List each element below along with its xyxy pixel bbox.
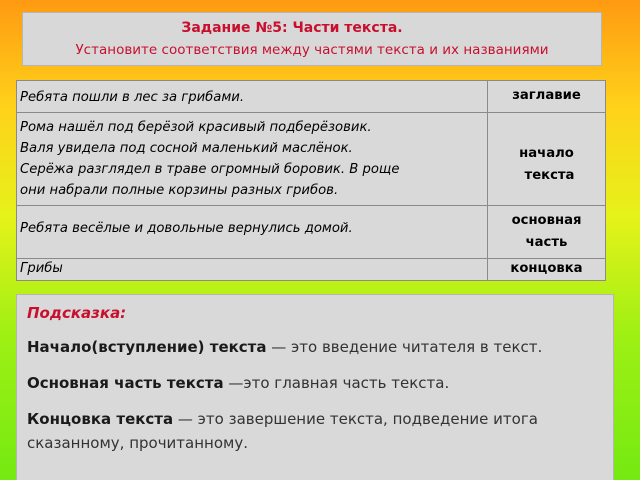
part-name: часть: [525, 235, 568, 250]
text-line: Рома нашёл под берёзой красивый подберёзовик.: [20, 120, 372, 135]
part-name-cell: [488, 259, 606, 281]
part-name-cell: [488, 206, 606, 259]
table-row: [17, 259, 606, 281]
text-part-cell: [17, 81, 488, 113]
task-title: Задание №5: Части текста.: [181, 20, 403, 36]
text-part-cell: [17, 113, 488, 206]
hint-title: Подсказка:: [27, 304, 127, 322]
task-title-panel: [22, 12, 602, 66]
matching-table: [16, 80, 606, 281]
text-line: Серёжа разглядел в траве огромный боровик. В роще: [20, 162, 400, 177]
part-name: начало: [519, 146, 574, 161]
hint-panel: [16, 294, 614, 480]
hint-item: [27, 371, 603, 395]
task-instruction: Установите соответствия между частями текста и их названиями: [75, 42, 549, 58]
hint-item: [27, 407, 603, 455]
table-row: [17, 113, 606, 206]
text-line: Грибы: [20, 261, 63, 276]
text-part-cell: [17, 206, 488, 259]
table-row: [17, 206, 606, 259]
hint-definition: — это введение читателя в текст.: [266, 338, 543, 356]
text-line: Ребята весёлые и довольные вернулись домой.: [20, 221, 353, 236]
text-line: Валя увидела под сосной маленький маслёнок.: [20, 141, 353, 156]
part-name: основная: [511, 213, 582, 228]
text-line: Ребята пошли в лес за грибами.: [20, 90, 245, 105]
hint-term: Концовка текста: [27, 410, 174, 428]
hint-item: [27, 335, 603, 359]
part-name: заглавие: [512, 88, 581, 103]
hint-term: Основная часть текста: [27, 374, 224, 392]
part-name-cell: [488, 81, 606, 113]
part-name-cell: [488, 113, 606, 206]
text-part-cell: [17, 259, 488, 281]
text-line: они набрали полные корзины разных грибов.: [20, 183, 339, 198]
part-name: текста: [524, 168, 575, 183]
hint-term: Начало(вступление) текста: [27, 338, 267, 356]
table-row: [17, 81, 606, 113]
part-name: концовка: [510, 261, 583, 276]
hint-definition: —это главная часть текста.: [223, 374, 450, 392]
hint-definition: — это завершение текста, подведение итога сказанному, прочитанному.: [27, 410, 538, 452]
